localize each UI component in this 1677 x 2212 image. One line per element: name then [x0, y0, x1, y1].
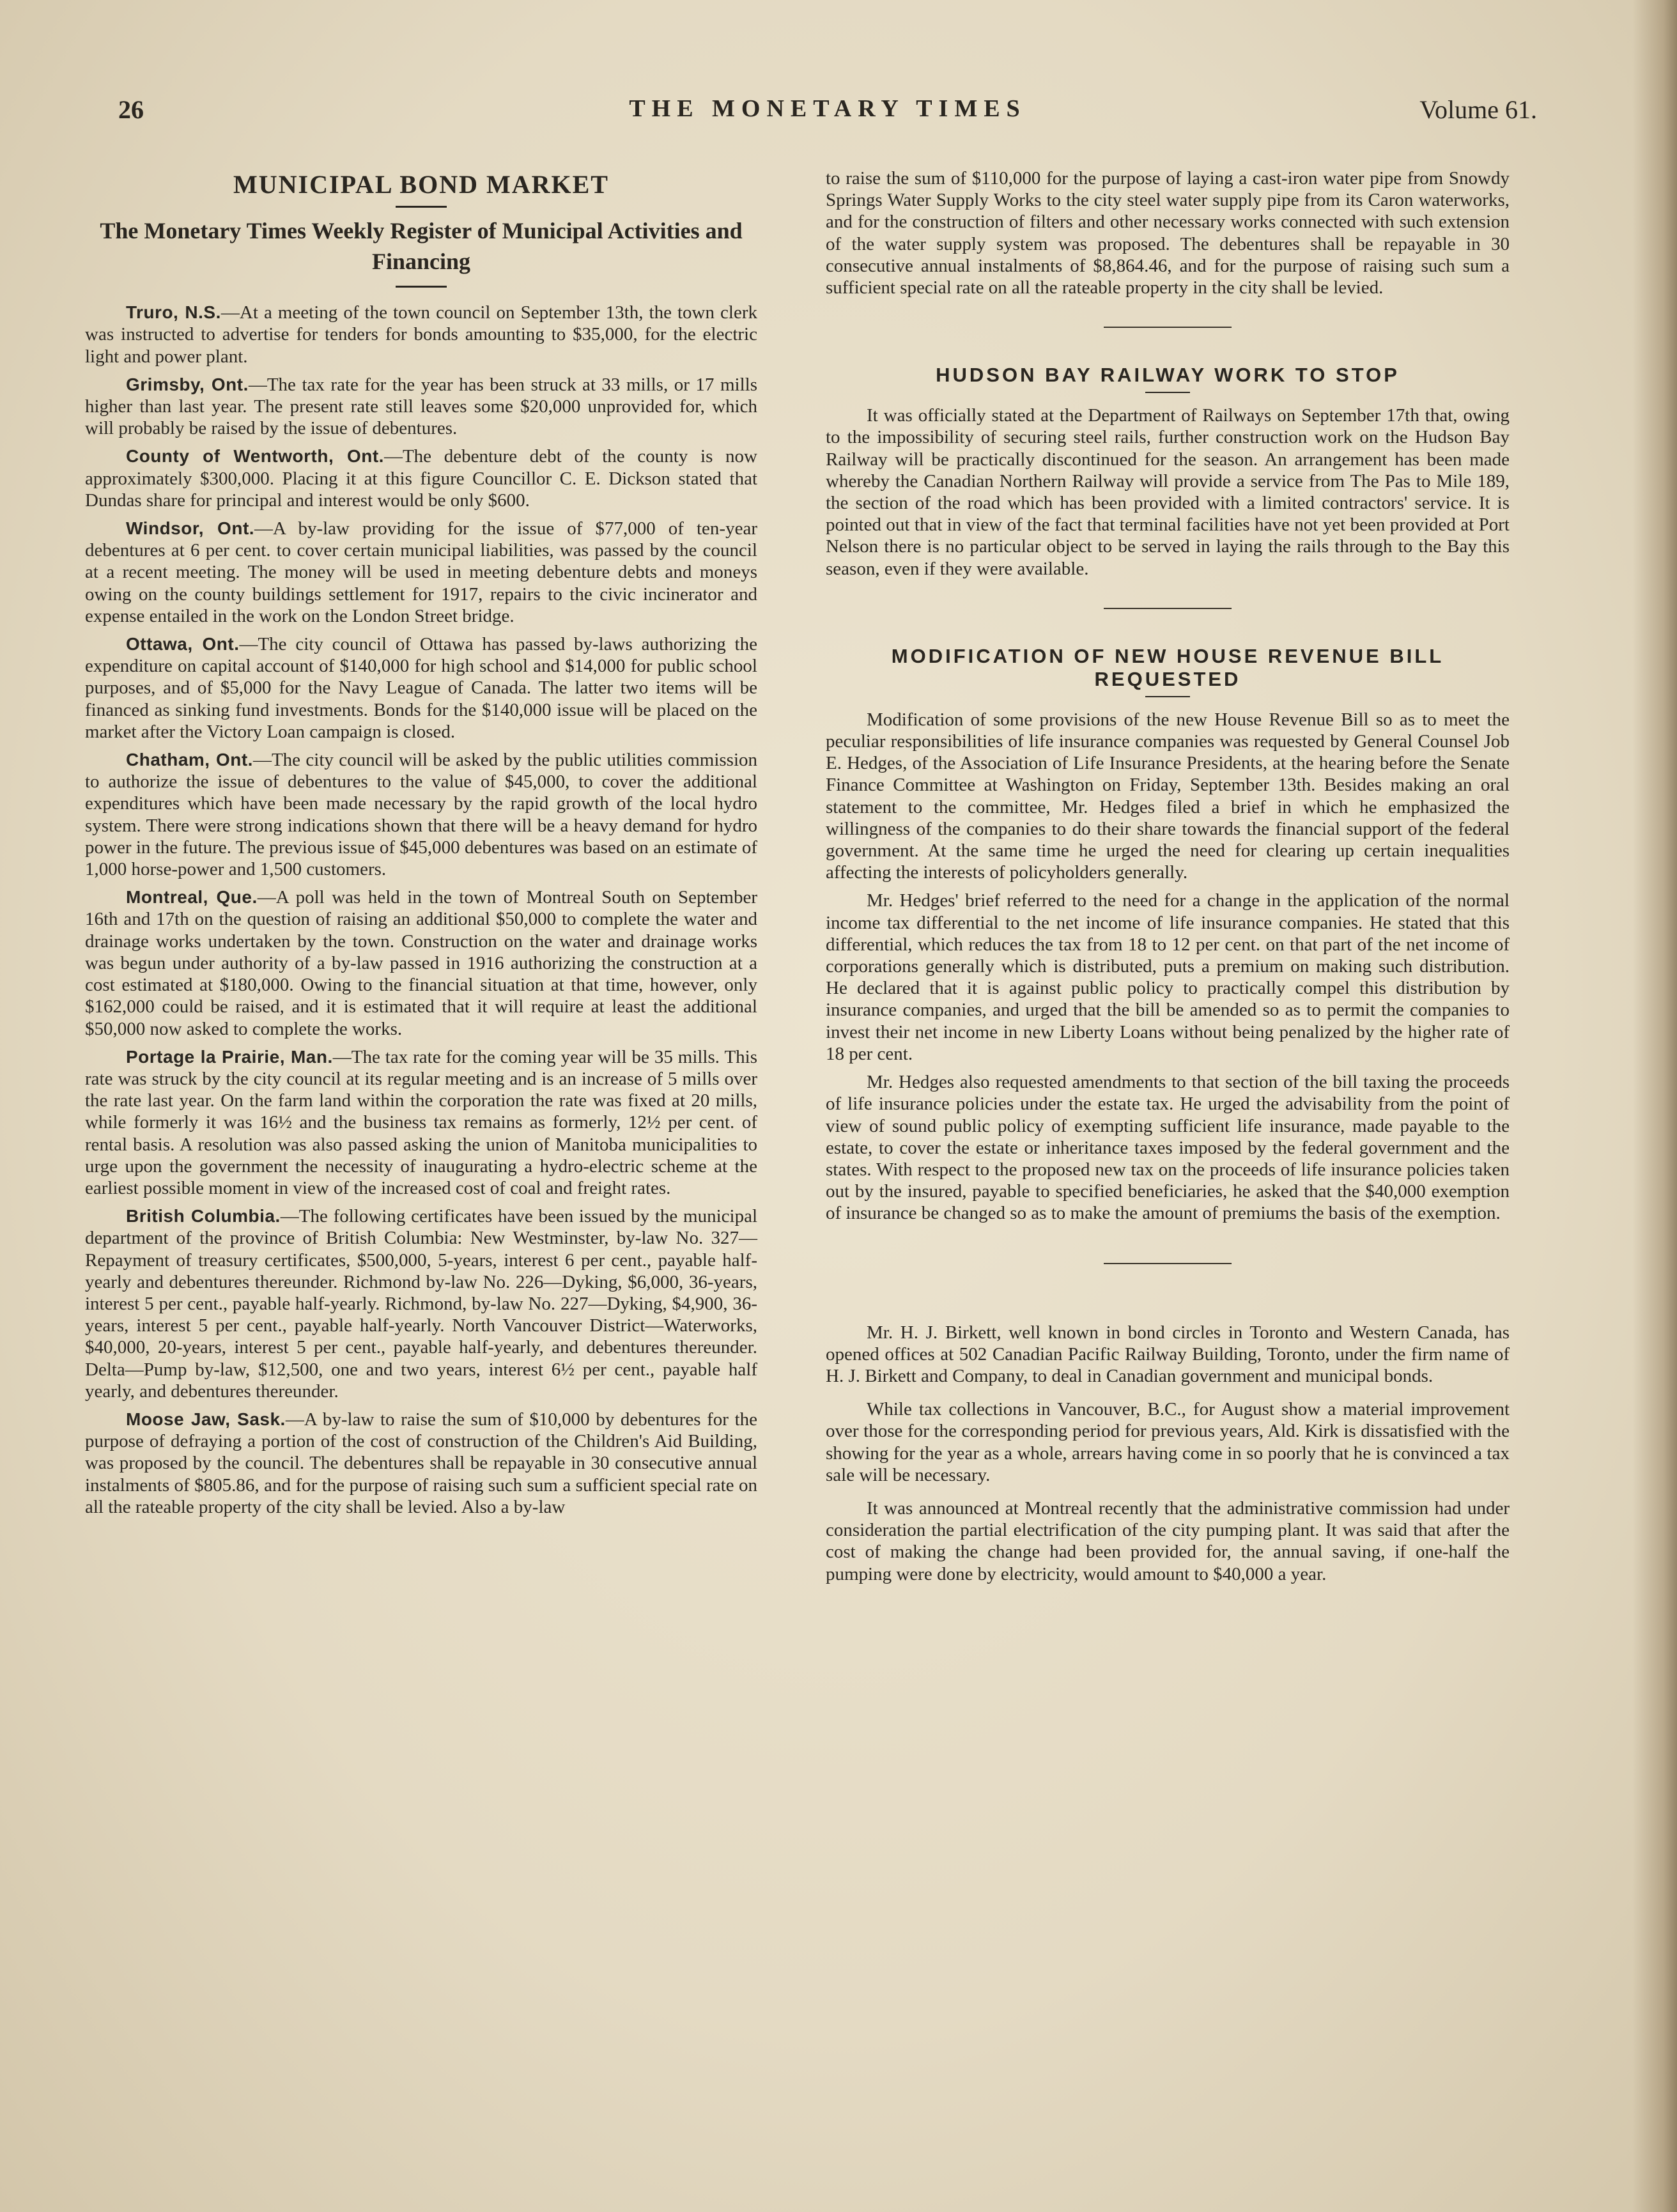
page-edge-shadow [1632, 0, 1677, 2212]
entry-place: Moose Jaw, Sask. [126, 1409, 286, 1429]
entry-place: Chatham, Ont. [126, 750, 253, 770]
entry-text: —A poll was held in the town of Montreal South on September 16th and 17th on the question of raising an additional $50,000 to complete the water and drainage works undertaken by the town. Construction on the water and drainage works was begun under authority of a by-law passed in 1916 authorizing the construction at a cost estimated at $180,000. Owing to the financial situation at that time, however, only $162,000 could be raised, and it is estimated that it will require at least the additional $50,000 now asked to complete the works. [85, 887, 757, 1039]
page-number: 26 [118, 95, 144, 124]
journal-title: THE MONETARY TIMES [629, 95, 1026, 122]
divider-rule [1104, 608, 1232, 609]
hudson-rule [1145, 392, 1190, 393]
moose-jaw-continuation: to raise the sum of $110,000 for the purpose of laying a cast-iron water pipe from Snowdy Springs Water Supply Works to the city steel water supply pipe from its Caron waterworks, and for the construction of filters and other necessary works connected with such extension of the water supply system was proposed. The debentures shall be repayable in 30 consecutive annual instalments of $8,864.46, and for the purpose of raising such sum a sufficient special rate on all the rateable property in the city shall be levied. [826, 168, 1510, 298]
revenue-rule [1145, 696, 1190, 697]
entry-text: —The debenture debt of the county is now approximately $300,000. Placing it at this figure Councillor C. E. Dickson stated that Dundas share for principal and interest would be only $600. [85, 446, 757, 511]
entry-place: Truro, N.S. [126, 302, 221, 323]
entry-place: Windsor, Ont. [126, 518, 255, 539]
entry-grimsby [85, 374, 757, 440]
entry-ottawa [85, 633, 757, 743]
section-subtitle: The Monetary Times Weekly Register of Municipal Activities and Financing [100, 218, 743, 275]
revenue-paragraph-1: Modification of some provisions of the new House Revenue Bill so as to meet the peculiar responsibilities of life insurance companies was requested by General Counsel Job E. Hedges, of the Association of Life Insurance Presidents, at the hearing before the Senate Finance Committee at Washington on Friday, September 13th. Besides making an oral statement to the committee, Mr. Hedges filed a brief in which he emphasized the willingness of the companies to do their share towards the financial support of the federal government. At the same time he urged the need for clearing up certain inequalities affecting the interests of policyholders generally. [826, 709, 1510, 883]
section-title: MUNICIPAL BOND MARKET [233, 170, 609, 199]
entry-portage [85, 1046, 757, 1199]
entry-british-columbia [85, 1205, 757, 1402]
entry-chatham [85, 749, 757, 880]
entry-text: —The following certificates have been issued by the municipal department of the province of British Columbia: New Westminster, by-law No. 327—Repayment of treasury certificates, $500,000, 5-years, interest 6 per cent., payable half-yearly and debentures thereunder. Richmond by-law No. 226—Dyking, $6,000, 36-years, interest 5 per cent., payable half-yearly. Richmond, by-law No. 227—Dyking, $4,900, 36-years, interest 5 per cent., payable half-yearly. North Vancouver District—Waterworks, $40,000, 20-years, interest 5 per cent., payable half-yearly, and debentures thereunder. Delta—Pump by-law, $12,500, one and two years, interest 6½ per cent., payable half yearly, and debentures thereunder. [85, 1206, 758, 1402]
revenue-paragraph-3: Mr. Hedges also requested amendments to that section of the bill taxing the proceeds of life insurance policies under the estate tax. He urged the advisability from the point of view of sound public policy of exempting sufficient life insurance, made payable to the estate, to cover the estate or inheritance taxes imposed by the federal government and the states. With respect to the proposed new tax on the proceeds of life insurance policies taken out by the insured, payable to specified beneficiaries, he asked that the $40,000 exemption of insurance be changed so as to make the amount of premiums the basis of the exemption. [826, 1072, 1510, 1224]
entry-montreal [85, 886, 757, 1039]
note-birkett: Mr. H. J. Birkett, well known in bond circles in Toronto and Western Canada, has opened offices at 502 Canadian Pacific Railway Building, Toronto, under the firm name of H. J. Birkett and Company, to deal in Canadian government and municipal bonds. [826, 1322, 1510, 1386]
volume-label: Volume 61. [1419, 95, 1537, 124]
revenue-heading: MODIFICATION OF NEW HOUSE REVENUE BILL REQUESTED [891, 644, 1444, 690]
hudson-heading: HUDSON BAY RAILWAY WORK TO STOP [936, 364, 1400, 387]
entry-truro [85, 302, 757, 367]
subtitle-rule [396, 286, 447, 288]
entry-place: Grimsby, Ont. [126, 374, 249, 394]
note-vancouver: While tax collections in Vancouver, B.C., for August show a material improvement over those for the corresponding period for previous years, Ald. Kirk is dissatisfied with the showing for the year as a whole, arrears having come in so poorly that he is convinced a tax sale will be necessary. [826, 1399, 1510, 1485]
entry-place: Montreal, Que. [126, 887, 258, 908]
note-montreal-pumping: It was announced at Montreal recently that the administrative commission had under consideration the partial electrification of the city pumping plant. It was said that after the cost of making the change had been provided for, the annual saving, if one-half the pumping were done by electricity, would amount to $40,000 a year. [826, 1497, 1510, 1584]
entry-wentworth [85, 445, 757, 511]
entry-text: —The city council will be asked by the public utilities commission to authorize the issue of debentures to the value of $45,000, to cover the additional expenditures which have been made necessary by the rapid growth of the local hydro system. There were strong indications shown that there will be a heavy demand for hydro power in the future. The previous issue of $45,000 debentures was based on an estimate of 1,000 horse-power and 1,500 customers. [85, 750, 758, 880]
entry-text: —The tax rate for the year has been struck at 33 mills, or 17 mills higher than last year. The present rate still leaves some $20,000 unprovided for, which will probably be raised by the issue of debentures. [85, 374, 757, 439]
entry-text: —At a meeting of the town council on September 13th, the town clerk was instructed to advertise for tenders for bonds amounting to $35,000, for the electric light and power plant. [85, 302, 758, 367]
hudson-text: It was officially stated at the Department of Railways on September 17th that, owing to the impossibility of securing steel rails, further construction work on the Hudson Bay Railway will be practically discontinued for the season. An arrangement has been made whereby the Canadian Northern Railway will provide a service from The Pas to Mile 189, the section of the road which has been provided with a limited contractors' service. It is pointed out that in view of the fact that terminal facilities have not yet been provided at Port Nelson there is no particular object to be served in laying the rails through to the Bay this season, even if they were available. [826, 405, 1510, 579]
entry-place: British Columbia. [126, 1206, 281, 1226]
entry-place: Portage la Prairie, Man. [126, 1046, 333, 1067]
entry-place: Ottawa, Ont. [126, 634, 240, 654]
entry-windsor [85, 518, 757, 627]
divider-rule [1104, 1263, 1232, 1264]
title-rule [396, 206, 447, 208]
revenue-paragraph-2: Mr. Hedges' brief referred to the need for a change in the application of the normal income tax differential to the net income of life insurance companies. He stated that this differential, which reduces the tax from 18 to 12 per cent. on that part of the net income of corporations generally which is distributed, puts a premium on making such distribution. He declared that it is against public policy to practically compel this distribution by insurance companies, and urged that the bill be amended so as to permit the companies to invest their net income in new Liberty Loans without being penalized by the higher rate of 18 per cent. [826, 890, 1510, 1064]
entry-text: —The city council of Ottawa has passed by-laws authorizing the expenditure on capital account of $140,000 for high school and $14,000 for public school purposes, and of $5,000 for the Navy League of Canada. The latter two items will be financed as sinking fund investments. Bonds for the $140,000 issue will be placed on the market after the Victory Loan campaign is closed. [85, 634, 757, 742]
divider-rule [1104, 327, 1232, 328]
entry-text: —A by-law to raise the sum of $10,000 by debentures for the purpose of defraying a portion of the cost of construction of the Children's Aid Building, was proposed by the council. The debentures shall be repayable in 30 consecutive annual instalments of $805.86, and for the purpose of raising such sum a sufficient special rate on all the rateable property of the city shall be levied. Also a by-law [85, 1409, 757, 1517]
entry-text: —A by-law providing for the issue of $77,000 of ten-year debentures at 6 per cent. to cover certain municipal liabilities, was passed by the council at a recent meeting. The money will be used in meeting debenture debts and moneys owing on the county buildings settlement for 1917, repairs to the civic incinerator and expense entailed in the work on the London Street bridge. [85, 518, 757, 626]
entry-place: County of Wentworth, Ont. [126, 446, 384, 467]
left-column [85, 167, 757, 1524]
entry-text: —The tax rate for the coming year will be 35 mills. This rate was struck by the city council at its regular meeting and is an increase of 5 mills over the rate last year. On the farm land within the corporation the rate was fixed at 20 mills, while formerly it was 16½ and the business tax remains as formerly, 12½ per cent. of rental basis. A resolution was also passed asking the union of Manitoba municipalities to urge upon the government the necessity of inaugurating a hydro-electric scheme at the earliest possible moment in view of the increased cost of coal and freight rates. [85, 1046, 757, 1198]
entry-moose-jaw [85, 1409, 757, 1518]
running-header [118, 95, 1537, 139]
right-column [826, 167, 1510, 1591]
